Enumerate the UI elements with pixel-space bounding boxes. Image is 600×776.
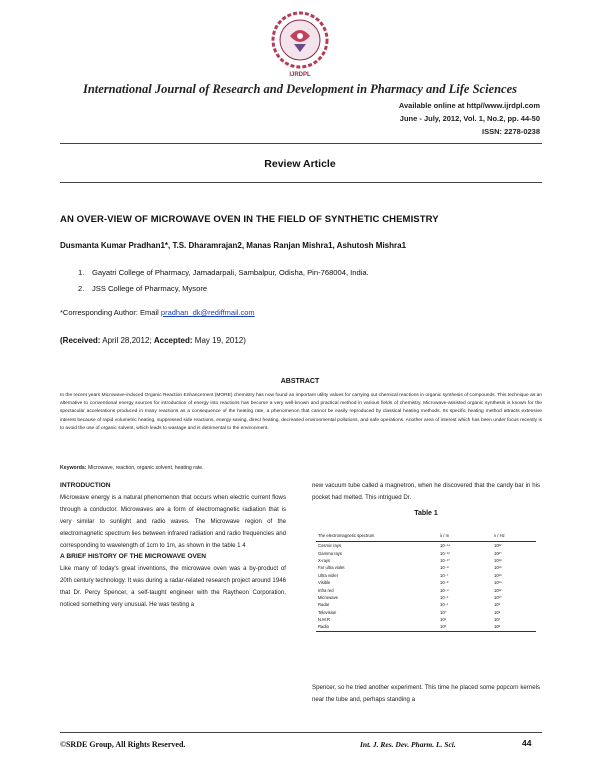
table-row [316,549,536,556]
table-cell: 10⁻⁷ [440,572,449,578]
table-cell: 10¹⁶ [494,565,502,571]
affiliation-number: 1. [78,268,85,277]
logo-text: IJRDPL [289,72,311,78]
history-text: Like many of today's great inventions, the microwave oven was a by-product of 20th century technology. It was during a radar-related research project around 1946 that Dr. Percy Spencer, a self-taught engineer with the Raytheon Corporation, noticed something very unusual. He was testing a [60,565,286,609]
table-cell: 10⁻¹⁴ [440,543,451,549]
table-cell: 10¹⁴ [494,580,502,586]
table-row [316,616,536,623]
introduction-heading: INTRODUCTION [60,482,111,489]
keywords-label: Keywords: [60,465,87,471]
article-type-rule [60,182,542,183]
history-heading: A BRIEF HISTORY OF THE MICROWAVE OVEN [60,553,207,561]
journal-title: International Journal of Research and Development in Pharmacy and Life Sciences [82,82,518,96]
table-row [316,564,536,571]
table-row [316,601,536,608]
spectrum-table [316,530,536,632]
table-cell: 10⁶ [492,623,536,631]
table-cell: 10²² [494,543,502,549]
table-cell: Far ultra violet [318,565,345,571]
footer-rule [60,732,542,733]
corresponding-label: *Corresponding Author: Email [60,308,159,317]
table-cell: Television [318,609,337,615]
paper-title: AN OVER-VIEW OF MICROWAVE OVEN IN THE FIELD OF SYNTHETIC CHEMISTRY [60,214,439,225]
left-column [60,480,286,611]
table-cell: Radio [316,623,438,631]
authors: Dusmanta Kumar Pradhan1*, T.S. Dharamrajan2, Manas Ranjan Mishra1, Ashutosh Mishra1 [60,241,407,250]
table-cell: 10¹⁸ [494,557,502,563]
table-cell: Infra red [318,587,334,593]
keywords-text: Microwave, reaction, organic solvent, heating rate. [87,465,204,471]
table-row [316,609,536,616]
affiliation-1 [78,268,369,277]
table-cell: 10¹² [494,587,502,593]
table-cell: 10¹ [440,617,447,623]
table-row [316,579,536,586]
table-cell: Radar [318,602,330,608]
table-cell: 10⁰ [440,609,447,615]
table-cell: 10⁻¹⁰ [440,557,450,563]
table-cell: Gamma rays [318,550,342,556]
table-caption: Table 1 [414,510,438,517]
accepted-date: May 19, 2012) [194,336,246,345]
table-cell: 10² [438,623,492,631]
table-row [316,586,536,593]
table-cell: 10⁻¹ [440,602,449,608]
header-rule [60,143,542,144]
received-label: (Received: [60,336,101,345]
table-cell: X-rays [318,557,331,563]
right-column-top [312,480,540,504]
footer-journal-abbrev: Int. J. Res. Dev. Pharm. L. Sci. [360,740,456,749]
table-cell: 10²⁰ [494,550,502,556]
article-type: Review Article [264,158,336,170]
table-cell: Ultra violet [318,572,338,578]
corresponding-author [60,308,255,317]
table-cell: 10⁻² [440,594,449,600]
table-cell: 10⁸ [494,609,501,615]
table-header-row [316,530,536,542]
table-cell: 10⁻¹² [440,550,450,556]
received-accepted-dates [60,336,246,345]
table-row [316,623,536,631]
affiliation-number: 2. [78,284,85,293]
table-cell: Visible [318,580,331,586]
table-cell: N.M.R [318,617,330,623]
table-cell: 10⁷ [494,617,501,623]
table-cell: Cosmic rays [318,543,342,549]
table-cell: Microwave [318,594,339,600]
table-header: The electromagnetic spectrum [316,530,438,542]
issue-line: June - July, 2012, Vol. 1, No.2, pp. 44-50 [399,114,540,123]
table-header: λ / m [438,530,492,542]
affiliation-text: JSS College of Pharmacy, Mysore [92,284,208,293]
table-row [316,557,536,564]
right-column-text-bottom: Spencer, so he tried another experiment. This time he placed some popcorn kernels near the tube and, perhaps standing a [312,684,540,703]
table-cell: 10¹⁵ [494,572,502,578]
table-row [316,594,536,601]
email-link[interactable]: pradhan_dk@rediffmail.com [160,308,255,317]
affiliation-2 [78,284,207,293]
right-column-bottom [312,682,540,706]
accepted-label: Accepted: [153,336,193,345]
table-header: ν / Hz [492,530,536,542]
table-row [316,572,536,579]
table-cell: 10⁻⁸ [440,565,449,571]
issn-line: ISSN: 2278-0238 [482,127,540,136]
availability-line: Available online at http//www.ijrdpl.com [398,101,540,110]
table-cell: 10⁹ [494,602,501,608]
abstract-heading: ABSTRACT [280,378,320,385]
received-date: April 28,2012; [102,336,152,345]
page-number: 44 [522,738,532,748]
journal-logo [264,8,336,80]
table-cell: 10⁻⁶ [440,580,449,586]
table-row [316,542,536,550]
footer-copyright: ©SRDE Group, All Rights Reserved. [60,740,186,749]
right-column-text-top: new vacuum tube called a magnetron, when he discovered that the candy bar in his pocket had melted. This intrigued Dr. [312,482,540,501]
introduction-text: Microwave energy is a natural phenomenon that occurs when electric current flows through a conductor. Microwaves are a form of electromagnetic radiation that is very similar to sunlight and radio waves. The Microwave region of the electromagnetic spectrum lies between infrared radiation and radio frequencies and corresponding to wavelength of 1cm to 1m, as shown in the table 1 4 [60,493,286,549]
abstract-text: In the recent years Microwave-induced Organic Reaction Enhancement (MORE) chemistry has now found an important utility values for carrying out chemical reactions in organic synthesis of compounds. This technique as an alternative to conventional energy sources for introduction of energy into reactions has become a very well-known and practical method in various fields of chemistry. Microwave-assisted organic synthesis is known for the spectacular accelerations produced in many reactions as a consequence of the heating rate, a phenomenon that cannot be easily reproduced by classical heating methods. Its specific heating method attracts extensive interest because of rapid volumetric heating, suppressed side reactions, energy saving, direct heating, decreased environmental pollutions, and safe operations. Another area of interest which has been under focus recently is to avoid the use of organic solvent, which leads to wastage and is detrimental to the environment. [60,393,542,431]
keywords [60,465,204,471]
table-cell: 10⁻⁴ [440,587,449,593]
affiliation-text: Gayatri College of Pharmacy, Jamadarpali, Sambalpur, Odisha, Pin-768004, India. [92,268,369,277]
table-cell: 10¹⁰ [494,594,502,600]
